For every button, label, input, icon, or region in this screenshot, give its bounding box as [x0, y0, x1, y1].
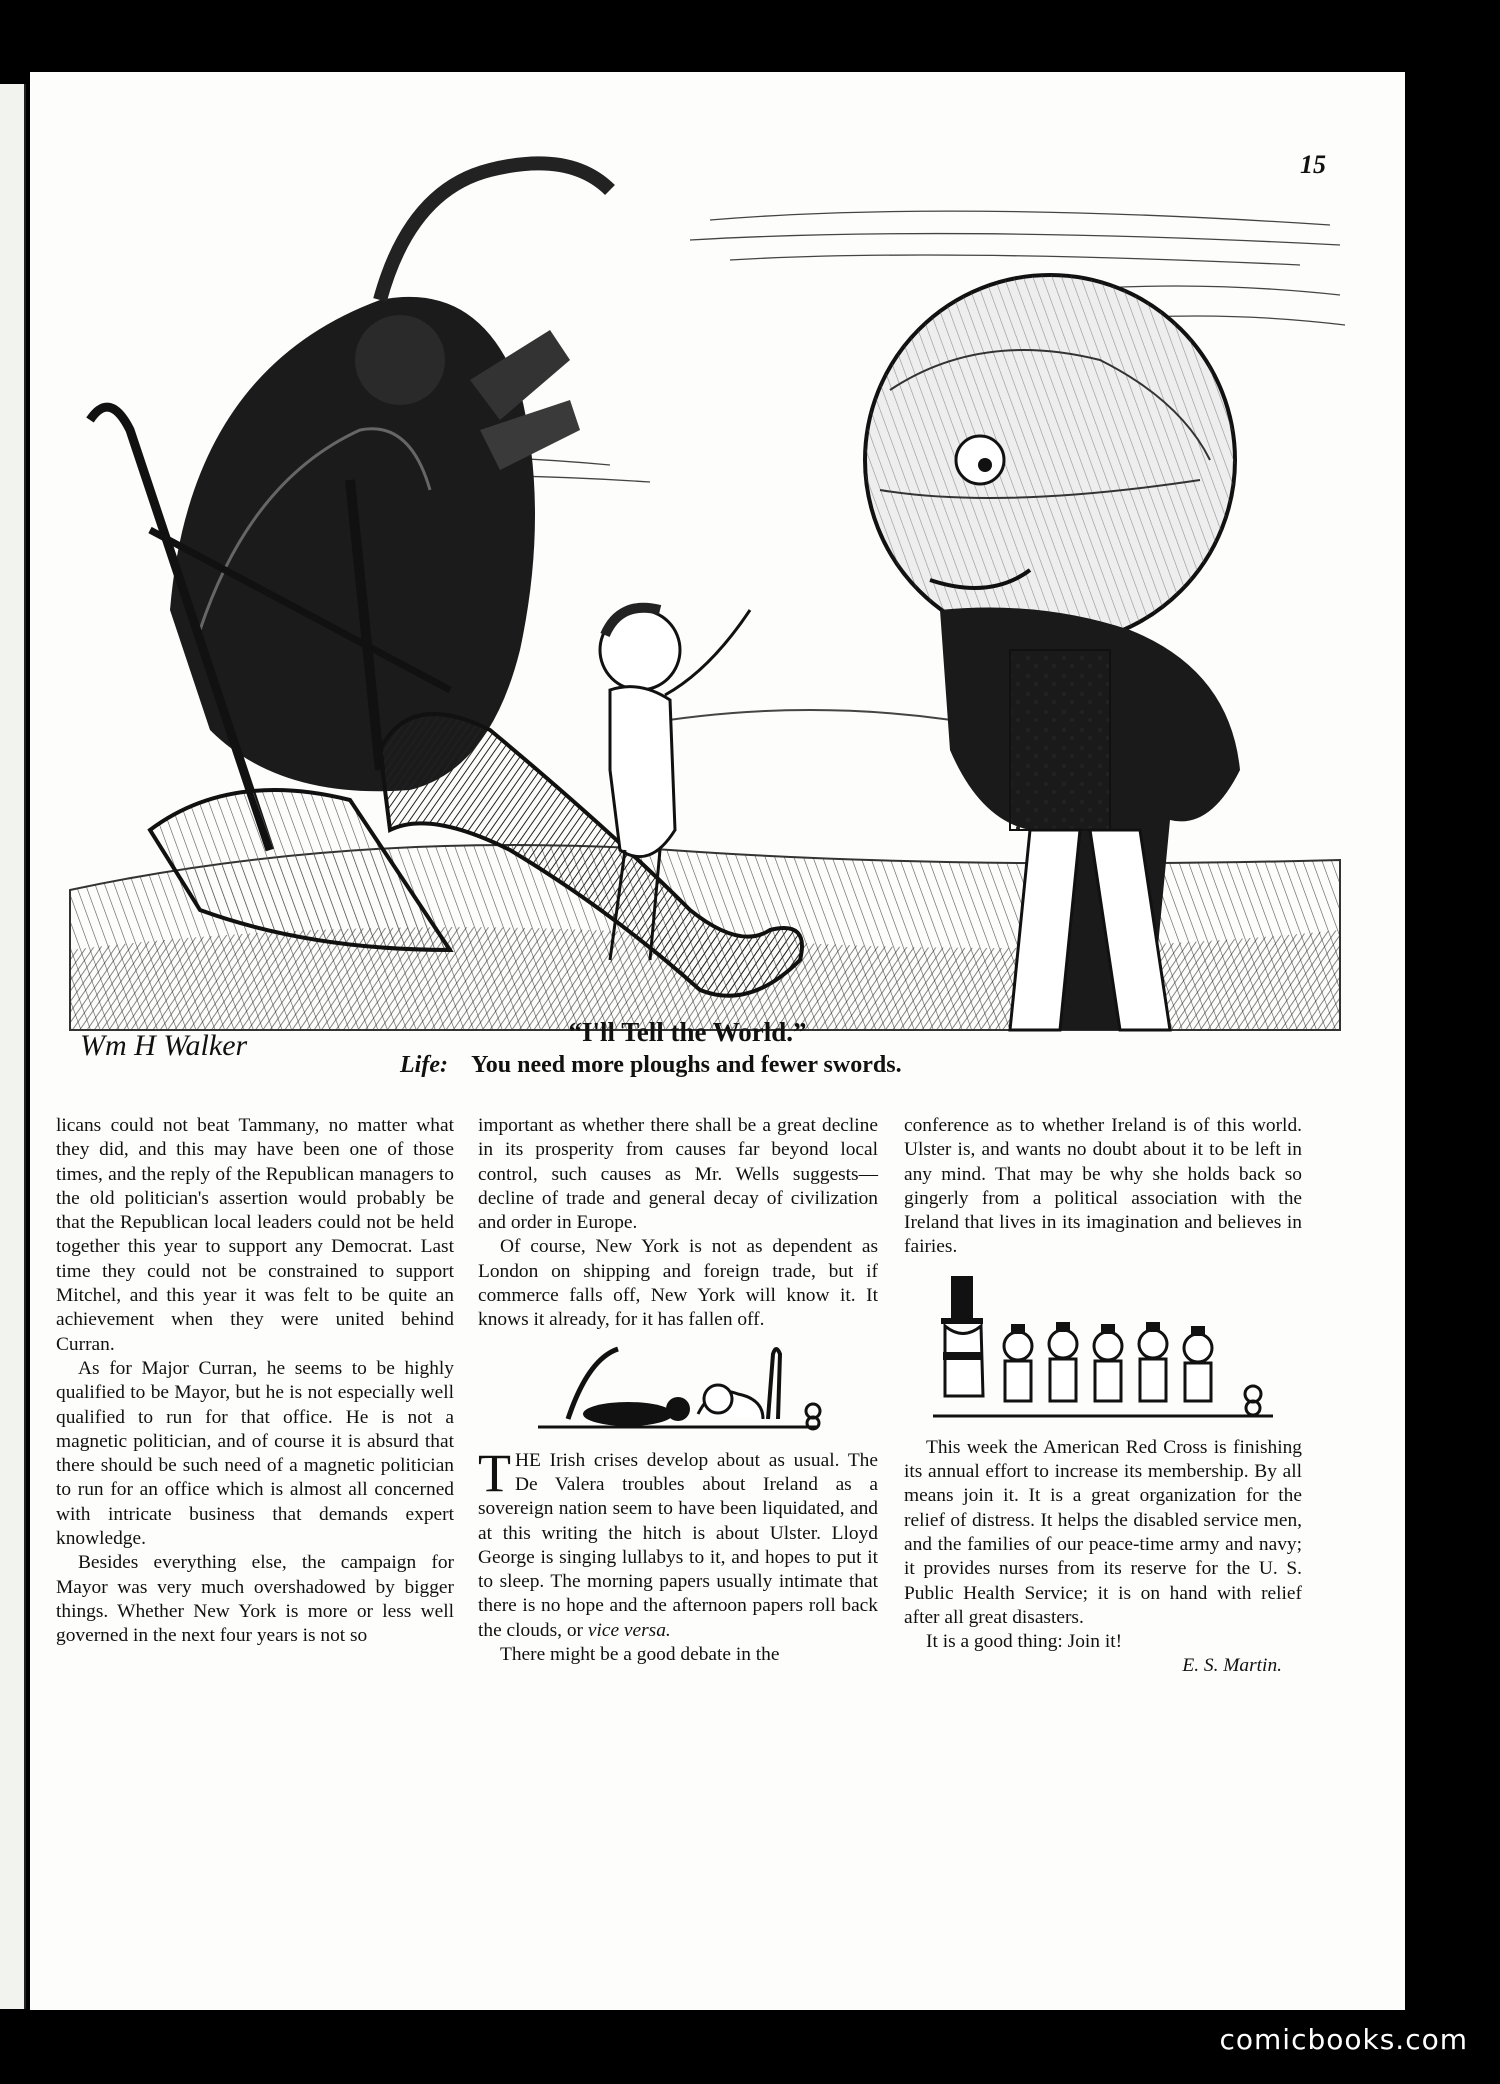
page-number: 15	[1300, 150, 1326, 179]
col1-paragraph-3: Besides everything else, the campaign for Mayor was very much overshadowed by bigger things. Whether New York is more or less well governed in the next four years is not so	[56, 1552, 454, 1647]
col3-paragraph-3: It is a good thing: Join it!	[926, 1631, 1123, 1653]
small-caps-lead: HE	[515, 1449, 541, 1471]
text-column-2	[478, 1114, 878, 1667]
cartoon-caption	[400, 1052, 902, 1079]
drop-cap: T	[478, 1442, 511, 1503]
caption-text: You need more ploughs and fewer swords.	[471, 1052, 902, 1078]
col3-paragraph-1: conference as to whether Ireland is of this world. Ulster is, and wants no doubt about it to be left in any mind. That may be why she holds back so gingerly from a political association with the Ireland that lives in its imagination and believes in fairies.	[904, 1115, 1302, 1258]
col2-paragraph-2: Of course, New York is not as dependent as London on shipping and foreign trade, but if commerce falls off, New York will know it. It knows it already, for it has fallen off.	[478, 1236, 878, 1331]
site-watermark: comicbooks.com	[1219, 2023, 1468, 2056]
col3-paragraph-2: This week the American Red Cross is finishing its annual effort to increase its membership. By all means join it. It is a great organization for the relief of distress. It helps the disabled service men, and the families of our peace-time army and navy; it provides nurses from its reserve for the U. S. Public Health Service; it is on hand with relief after all great disasters.	[904, 1436, 1302, 1628]
author-signature: E. S. Martin.	[1182, 1655, 1282, 1677]
artist-signature: Wm H Walker	[80, 1029, 248, 1062]
cartoon-title: “I'll Tell the World.”	[568, 1017, 807, 1047]
col2-paragraph-3	[478, 1442, 878, 1643]
col2-paragraph-1: important as whether there shall be a great decline in its prosperity from causes far beyond local control, such causes as Mr. Wells suggests—decline of trade and general decay of civilization and order in Europe.	[478, 1115, 878, 1234]
text-column-1	[56, 1114, 454, 1649]
parade-vignette	[923, 1266, 1283, 1426]
col2-paragraph-4: There might be a good debate in the	[500, 1644, 780, 1666]
cat-dog-vignette	[528, 1339, 828, 1439]
caption-speaker: Life:	[400, 1052, 448, 1078]
col2-paragraph-3-text: Irish crises develop about as usual. The De Valera troubles about Ireland as a sovereign nation seem to have been liquidated, and at this writing the hitch is about Ulster. Lloyd George is singing lullabys to it, and hopes to put it to sleep. The morning papers usually intimate that there is no hope and the afternoon papers roll back the clouds, or	[478, 1449, 878, 1641]
italic-phrase: vice versa.	[587, 1619, 671, 1641]
col1-paragraph-1: licans could not beat Tammany, no matter what they did, and this may have been one of those times, and the reply of the Republican managers to the old politician's assertion would probably be that the Republican local leaders could not be held together this year to support any Democrat. Last time they could not be constrained to support Mitchel, and this year it was felt to be quite an achievement when they were united behind Curran.	[56, 1115, 454, 1355]
col1-paragraph-2: As for Major Curran, he seems to be highly qualified to be Mayor, but he is not especially well qualified to run for that office. He is not a magnetic politician, and of course it is absurd that there should be such need of a magnetic politician to run for an office which is almost all concerned with intricate business that demands expert knowledge.	[56, 1357, 454, 1550]
text-column-3	[904, 1114, 1302, 1679]
editorial-cartoon	[50, 130, 1350, 1080]
